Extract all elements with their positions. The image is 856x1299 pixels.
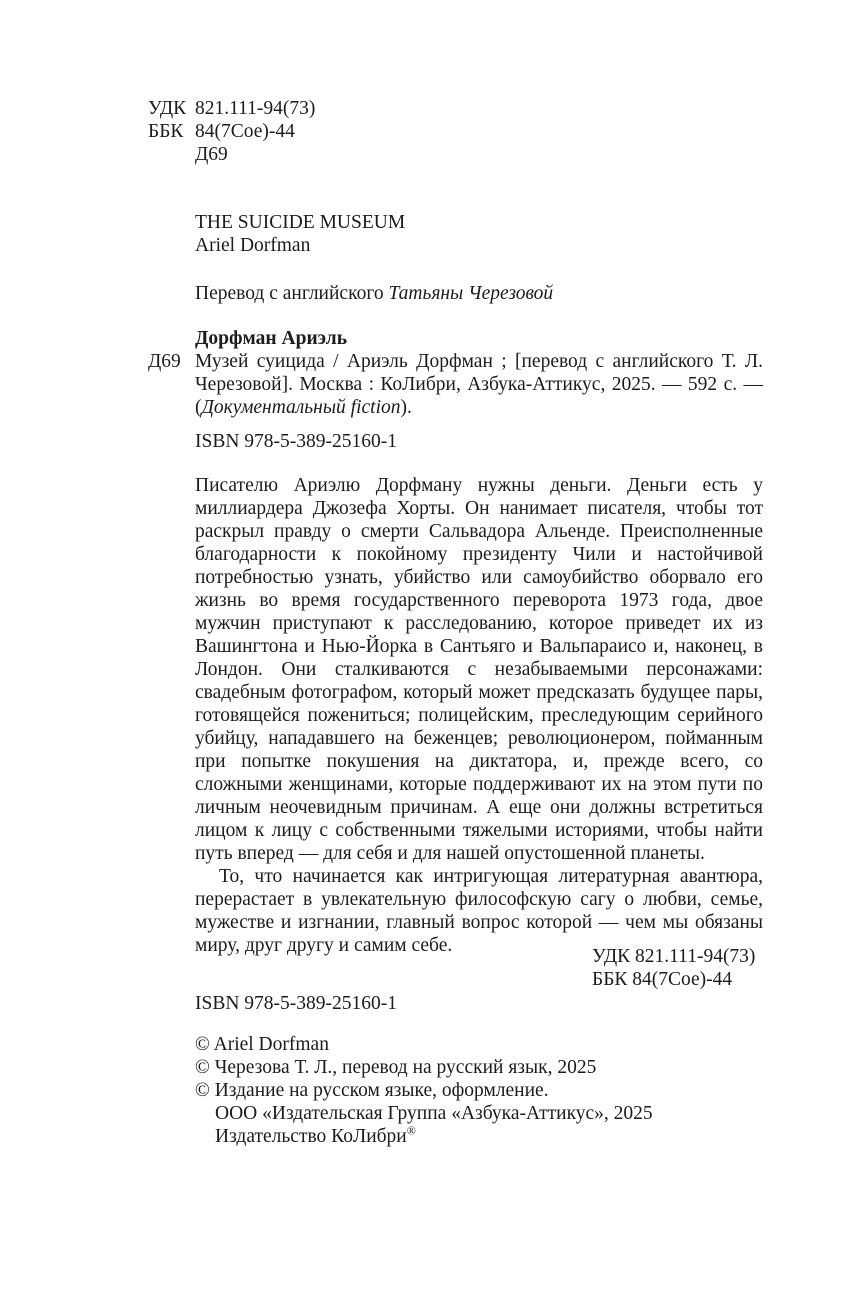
copyright-line-2: © Черезова Т. Л., перевод на русский язык, 2025	[195, 1057, 597, 1078]
bibliographic-heading: Дорфман Ариэль	[195, 328, 348, 349]
copyright-line-1: © Ariel Dorfman	[195, 1034, 329, 1055]
original-author: Ariel Dorfman	[195, 235, 311, 256]
udk-value: 821.111-94(73)	[195, 98, 316, 119]
translation-credit	[195, 282, 553, 305]
annotation-paragraph-1: Писателю Ариэлю Дорфману нужны деньги. Деньги есть у миллиардера Джозефа Хорты. Он нанимает писателя, чтобы тот раскрыл правду о смерти Сальвадора Альенде. Преисполненные благодарности к покойному президенту Чили и настойчивой потребностью узнать, убийство или самоубийство оборвало его жизнь во время государственного переворота 1973 года, двое мужчин приступают к расследованию, которое приведет их из Вашингтона и Нью-Йорка в Сантьяго и Вальпараисо и, наконец, в Лондон. Они сталкиваются с незабываемыми персонажами: свадебным фотографом, который может предсказать будущее пары, готовящейся пожениться; полицейским, преследующим серийного убийцу, нападавшего на беженцев; революционером, пойманным при попытке покушения на диктатора, и, прежде всего, со сложными женщинами, которые поддерживают их на этом пути по личным неочевидным причинам. А еще они должны встретиться лицом к лицу с собственными тяжелыми историями, чтобы найти путь вперед — для себя и для нашей опустошенной планеты.	[195, 475, 763, 864]
annotation-paragraph-2: То, что начинается как интригующая литературная авантюра, перерастает в увлекательную философскую сагу о любви, семье, мужестве и изгнании, главный вопрос которой — чем мы обязаны миру, друг другу и самим себе.	[195, 866, 763, 956]
isbn-bottom: ISBN 978-5-389-25160-1	[195, 993, 398, 1014]
udk-label: УДК	[148, 98, 187, 119]
annotation	[195, 474, 763, 957]
copyright-line-4: ООО «Издательская Группа «Азбука-Аттикус», 2025	[215, 1103, 653, 1124]
description-end: ).	[400, 397, 412, 418]
copyright-line-5	[215, 1125, 416, 1148]
bbk-label: ББК	[148, 121, 184, 142]
bibliographic-description	[148, 350, 763, 419]
publisher-name: Издательство КоЛибри	[215, 1126, 407, 1147]
bbk-value: 84(7Сое)-44	[195, 121, 295, 142]
bottom-udk: УДК 821.111-94(73)	[592, 946, 756, 967]
bottom-bbk: ББК 84(7Сое)-44	[592, 969, 733, 990]
translator-name: Татьяны Черезовой	[388, 283, 554, 304]
translation-prefix: Перевод с английского	[195, 283, 384, 304]
original-title: THE SUICIDE MUSEUM	[195, 212, 406, 233]
author-sign: Д69	[195, 144, 228, 165]
bibliographic-sign: Д69	[148, 351, 181, 372]
description-text: Музей суицида / Ариэль Дорфман ; [перевод с английского Т. Л. Черезовой]. Москва : КоЛибри, Азбука-Аттикус, 2025. — 592 с. — (	[195, 351, 763, 418]
series-name: Документальный fiction	[201, 397, 401, 418]
copyright-line-3: © Издание на русском языке, оформление.	[195, 1080, 549, 1101]
isbn-top: ISBN 978-5-389-25160-1	[195, 431, 398, 452]
registered-mark: ®	[406, 1123, 416, 1138]
